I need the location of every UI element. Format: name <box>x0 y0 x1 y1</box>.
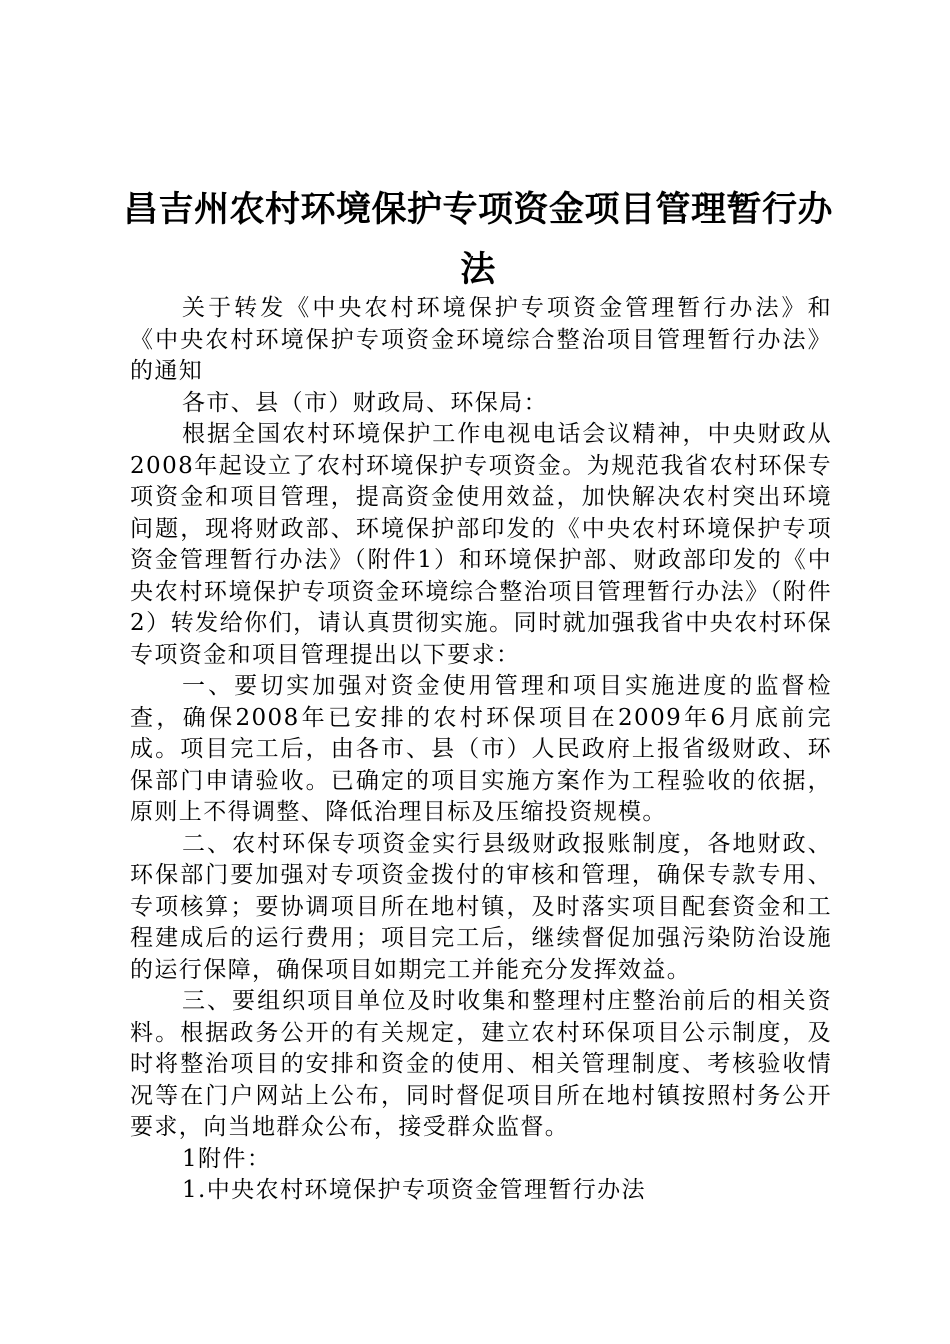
attachments-heading: 1附件： <box>182 1145 272 1172</box>
notice-title-paragraph: 关于转发《中央农村环境保护专项资金管理暂行办法》和《中央农村环境保护专项资金环境综合整治项目管理暂行办法》的通知 <box>130 295 832 384</box>
document-body <box>130 293 832 1207</box>
attachment-item-1: 1.中央农村环境保护专项资金管理暂行办法 <box>182 1177 646 1203</box>
requirement-3-paragraph: 三、要组织项目单位及时收集和整理村庄整治前后的相关资料。根据政务公开的有关规定，建立农村环保项目公示制度，及时将整治项目的安排和资金的使用、相关管理制度、考核验收情况等在门户网站上公布，同时督促项目所在地村镇按照村务公开要求，向当地群众公布，接受群众监督。 <box>130 988 832 1140</box>
requirement-1-paragraph: 一、要切实加强对资金使用管理和项目实施进度的监督检查，确保2008年已安排的农村环保项目在2009年6月底前完成。项目完工后，由各市、县（市）人民政府上报省级财政、环保部门申请验收。已确定的项目实施方案作为工程验收的依据，原则上不得调整、降低治理目标及压缩投资规模。 <box>130 673 832 825</box>
salutation-paragraph: 各市、县（市）财政局、环保局： <box>182 389 548 416</box>
intro-paragraph: 根据全国农村环境保护工作电视电话会议精神，中央财政从2008年起设立了农村环境保护专项资金。为规范我省农村环保专项资金和项目管理，提高资金使用效益，加快解决农村突出环境问题，现将财政部、环境保护部印发的《中央农村环境保护专项资金管理暂行办法》（附件1）和环境保护部、财政部印发的《中央农村环境保护专项资金环境综合整治项目管理暂行办法》（附件2）转发给你们，请认真贯彻实施。同时就加强我省中央农村环保专项资金和项目管理提出以下要求： <box>130 421 832 668</box>
document-title: 昌吉州农村环境保护专项资金项目管理暂行办法 <box>122 190 833 290</box>
requirement-2-paragraph: 二、农村环保专项资金实行县级财政报账制度，各地财政、环保部门要加强对专项资金拨付的审核和管理，确保专款专用、专项核算；要协调项目所在地村镇，及时落实项目配套资金和工程建成后的运行费用；项目完工后，继续督促加强污染防治设施的运行保障，确保项目如期完工并能充分发挥效益。 <box>130 830 832 983</box>
